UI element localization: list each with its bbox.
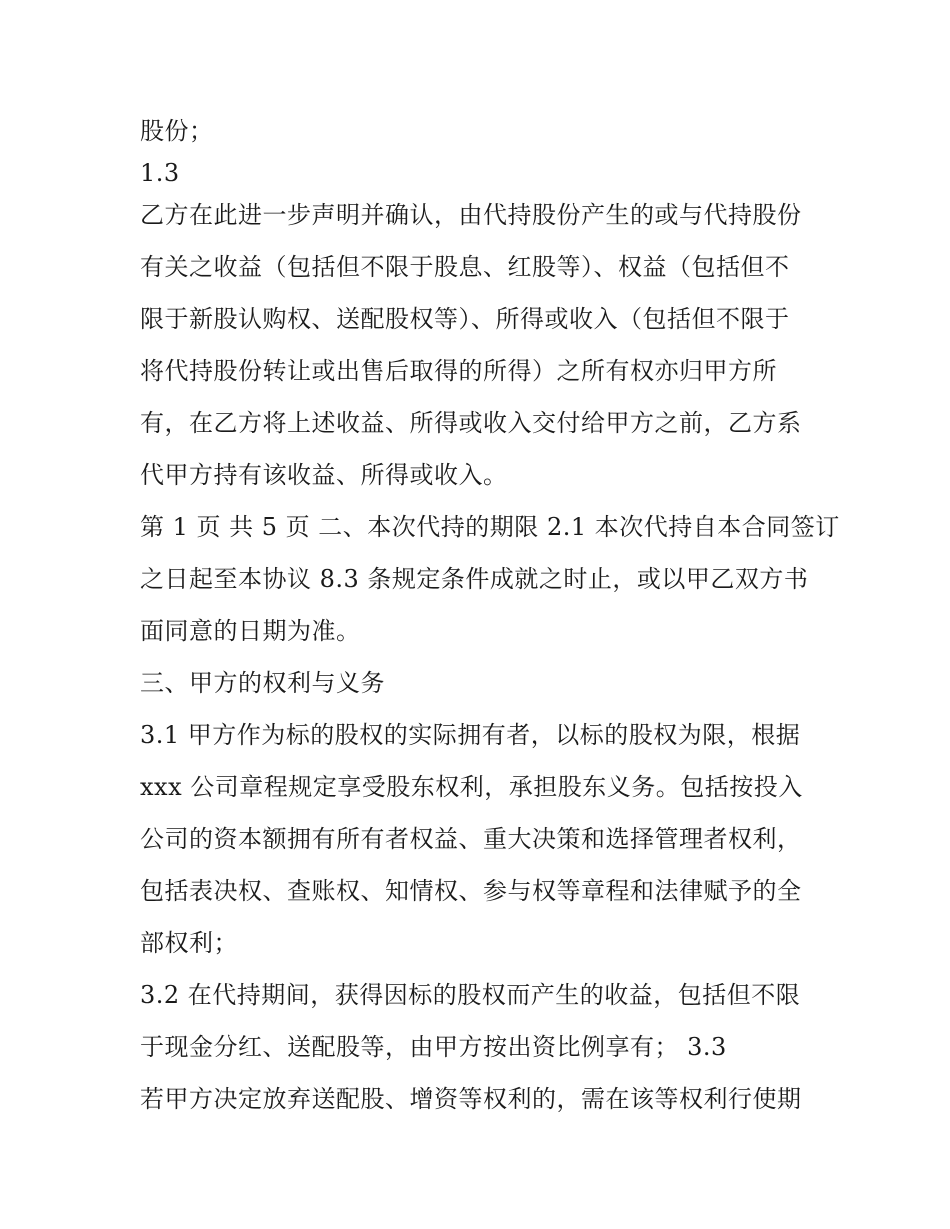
text-line: 有关之收益（包括但不限于股息、红股等）、权益（包括但不 [140,253,790,281]
text-line: 公司的资本额拥有所有者权益、重大决策和选择管理者权利， [140,825,802,853]
text-line: 将代持股份转让或出售后取得的所得）之所有权亦归甲方所 [140,357,777,385]
document-body [140,105,840,1125]
section-heading: 三、甲方的权利与义务 [140,669,385,697]
text-line: 第 1 页 共 5 页 二、本次代持的期限 2.1 本次代持自本合同签订 [140,513,840,541]
text-line: 1.3 [140,159,180,187]
text-line: 部权利； [140,929,238,957]
text-line: 之日起至本协议 8.3 条规定条件成就之时止，或以甲乙双方书 [140,565,809,593]
text-line: 代甲方持有该收益、所得或收入。 [140,461,508,489]
text-line: 若甲方决定放弃送配股、增资等权利的，需在该等权利行使期 [140,1085,802,1113]
text-line: xxx 公司章程规定享受股东权利，承担股东义务。包括按投入 [140,773,803,801]
text-line: 3.1 甲方作为标的股权的实际拥有者，以标的股权为限，根据 [140,721,801,749]
text-line: 股份； [140,117,214,145]
text-line: 乙方在此进一步声明并确认，由代持股份产生的或与代持股份 [140,201,802,229]
text-line: 于现金分红、送配股等，由甲方按出资比例享有； 3.3 [140,1033,727,1061]
text-line: 3.2 在代持期间，获得因标的股权而产生的收益，包括但不限 [140,981,801,1009]
text-line: 包括表决权、查账权、知情权、参与权等章程和法律赋予的全 [140,877,802,905]
text-line: 面同意的日期为准。 [140,617,361,645]
text-line: 限于新股认购权、送配股权等）、所得或收入（包括但不限于 [140,305,790,333]
text-line: 有，在乙方将上述收益、所得或收入交付给甲方之前，乙方系 [140,409,802,437]
